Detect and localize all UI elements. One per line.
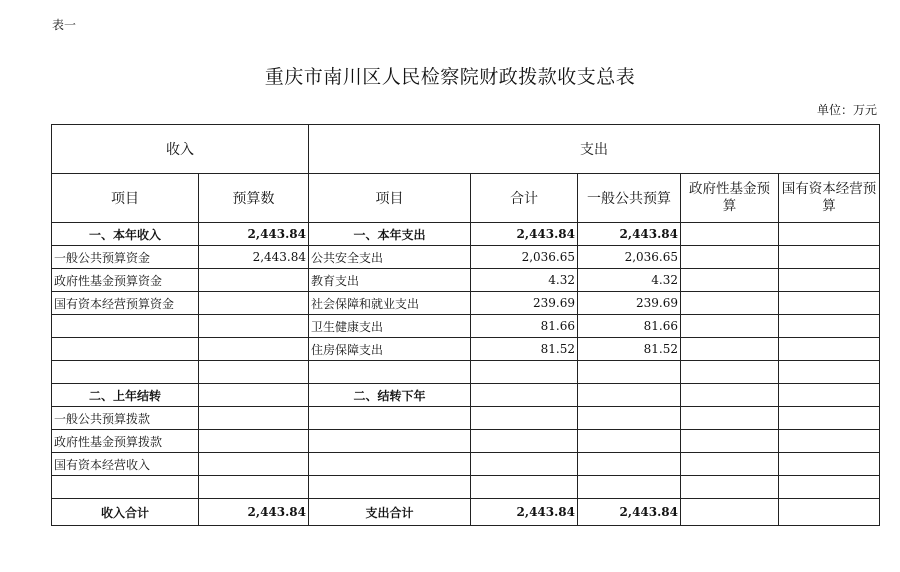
table-row (52, 223, 880, 246)
income-budget-cell (199, 476, 309, 499)
income-item-cell: 一、本年收入 (52, 223, 199, 246)
income-item-cell (52, 315, 199, 338)
state-capital-cell (779, 292, 880, 315)
income-budget-cell (199, 269, 309, 292)
expense-item-cell: 卫生健康支出 (309, 315, 471, 338)
income-budget-cell (199, 407, 309, 430)
income-item-cell (52, 338, 199, 361)
state-capital-header: 国有资本经营预算 (779, 174, 880, 223)
state-capital-cell (779, 453, 880, 476)
state-capital-cell (779, 361, 880, 384)
expense-item-cell: 住房保障支出 (309, 338, 471, 361)
general-budget-cell: 2,443.84 (578, 499, 681, 526)
fund-budget-header: 政府性基金预算 (681, 174, 779, 223)
expense-item-cell: 教育支出 (309, 269, 471, 292)
fund-budget-cell (681, 292, 779, 315)
expense-item-cell (309, 453, 471, 476)
income-budget-cell (199, 430, 309, 453)
state-capital-cell (779, 338, 880, 361)
table-row (52, 384, 880, 407)
table-row (52, 246, 880, 269)
budget-header: 预算数 (199, 174, 309, 223)
table-row (52, 499, 880, 526)
income-item-header: 项目 (52, 174, 199, 223)
total-cell (471, 384, 578, 407)
fund-budget-cell (681, 476, 779, 499)
income-item-cell: 一般公共预算拨款 (52, 407, 199, 430)
general-budget-header: 一般公共预算 (578, 174, 681, 223)
expense-item-cell: 公共安全支出 (309, 246, 471, 269)
expense-item-header: 项目 (309, 174, 471, 223)
total-header: 合计 (471, 174, 578, 223)
fund-budget-cell (681, 430, 779, 453)
table-row (52, 361, 880, 384)
income-item-cell: 收入合计 (52, 499, 199, 526)
state-capital-cell (779, 223, 880, 246)
total-cell: 4.32 (471, 269, 578, 292)
fund-budget-cell (681, 407, 779, 430)
income-item-cell: 二、上年结转 (52, 384, 199, 407)
table-row (52, 407, 880, 430)
income-item-cell: 政府性基金预算拨款 (52, 430, 199, 453)
table-row (52, 430, 880, 453)
header-row-columns (52, 174, 880, 223)
general-budget-cell: 239.69 (578, 292, 681, 315)
total-cell: 2,036.65 (471, 246, 578, 269)
state-capital-cell (779, 269, 880, 292)
fund-budget-cell (681, 384, 779, 407)
general-budget-cell (578, 407, 681, 430)
general-budget-cell (578, 476, 681, 499)
page-title: 重庆市南川区人民检察院财政拨款收支总表 (264, 66, 636, 88)
fund-budget-cell (681, 338, 779, 361)
general-budget-cell (578, 453, 681, 476)
income-budget-cell (199, 338, 309, 361)
general-budget-cell (578, 430, 681, 453)
income-item-cell: 政府性基金预算资金 (52, 269, 199, 292)
expense-item-cell: 社会保障和就业支出 (309, 292, 471, 315)
state-capital-cell (779, 430, 880, 453)
income-budget-cell (199, 315, 309, 338)
expense-item-cell (309, 407, 471, 430)
total-cell (471, 453, 578, 476)
income-header: 收入 (52, 125, 309, 174)
total-cell (471, 361, 578, 384)
income-budget-cell (199, 361, 309, 384)
income-item-cell: 国有资本经营收入 (52, 453, 199, 476)
expense-item-cell: 一、本年支出 (309, 223, 471, 246)
expense-item-cell: 支出合计 (309, 499, 471, 526)
unit-label: 单位：万元 (816, 103, 877, 117)
total-cell: 2,443.84 (471, 499, 578, 526)
fund-budget-cell (681, 315, 779, 338)
income-budget-cell (199, 384, 309, 407)
state-capital-cell (779, 246, 880, 269)
income-item-cell: 一般公共预算资金 (52, 246, 199, 269)
total-cell (471, 407, 578, 430)
general-budget-cell: 2,036.65 (578, 246, 681, 269)
table-row (52, 476, 880, 499)
header-row-top (52, 125, 880, 174)
expense-header: 支出 (309, 125, 880, 174)
total-cell: 2,443.84 (471, 223, 578, 246)
total-cell (471, 430, 578, 453)
income-item-cell (52, 361, 199, 384)
expense-item-cell: 二、结转下年 (309, 384, 471, 407)
fund-budget-cell (681, 246, 779, 269)
income-budget-cell: 2,443.84 (199, 499, 309, 526)
general-budget-cell: 81.66 (578, 315, 681, 338)
income-item-cell (52, 476, 199, 499)
fund-budget-cell (681, 223, 779, 246)
income-budget-cell: 2,443.84 (199, 223, 309, 246)
table-row (52, 292, 880, 315)
state-capital-cell (779, 315, 880, 338)
state-capital-cell (779, 384, 880, 407)
table-row (52, 315, 880, 338)
state-capital-cell (779, 499, 880, 526)
fund-budget-cell (681, 453, 779, 476)
general-budget-cell: 81.52 (578, 338, 681, 361)
fund-budget-cell (681, 499, 779, 526)
expense-item-cell (309, 476, 471, 499)
state-capital-cell (779, 407, 880, 430)
income-item-cell: 国有资本经营预算资金 (52, 292, 199, 315)
fund-budget-cell (681, 361, 779, 384)
total-cell: 81.66 (471, 315, 578, 338)
state-capital-cell (779, 476, 880, 499)
table-row (52, 453, 880, 476)
total-cell: 239.69 (471, 292, 578, 315)
table-row (52, 269, 880, 292)
total-cell (471, 476, 578, 499)
income-budget-cell (199, 292, 309, 315)
expense-item-cell (309, 361, 471, 384)
income-budget-cell: 2,443.84 (199, 246, 309, 269)
fund-budget-cell (681, 269, 779, 292)
table-tag: 表一 (52, 18, 77, 32)
general-budget-cell: 2,443.84 (578, 223, 681, 246)
general-budget-cell (578, 361, 681, 384)
general-budget-cell (578, 384, 681, 407)
expense-item-cell (309, 430, 471, 453)
table-row (52, 338, 880, 361)
general-budget-cell: 4.32 (578, 269, 681, 292)
income-budget-cell (199, 453, 309, 476)
budget-table (51, 124, 880, 526)
total-cell: 81.52 (471, 338, 578, 361)
